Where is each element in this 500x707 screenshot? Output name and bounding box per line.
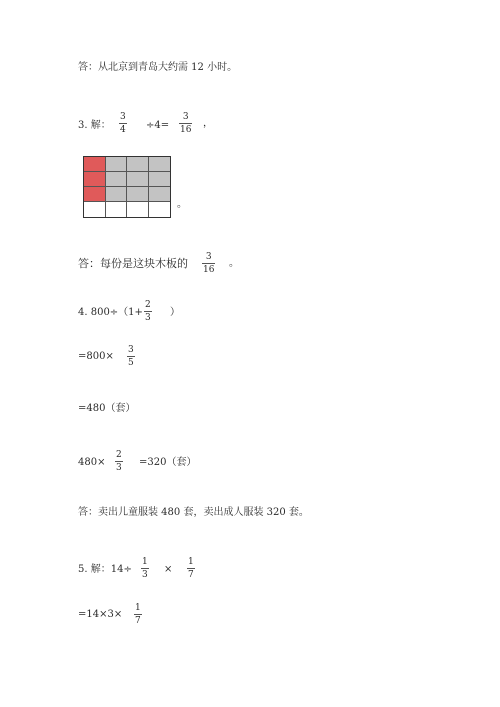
q3-fraction-2-numerator: 3 — [182, 112, 189, 122]
answer-line-1: 答：从北京到青岛大约需 12 小时。 — [78, 62, 238, 73]
q4-line-1-fraction — [144, 300, 152, 323]
q3-operator: ÷4= — [146, 120, 170, 131]
q4-line-2-fraction-denominator: 5 — [128, 358, 134, 368]
q3-answer-end: 。 — [229, 258, 239, 269]
grid-cell-gray — [106, 157, 128, 172]
q3-answer-fraction — [202, 252, 215, 275]
q5-line-2-fraction-numerator: 1 — [135, 603, 141, 613]
q4-line-4-fraction-numerator: 2 — [116, 450, 122, 460]
q5-line-1-operator: × — [164, 564, 173, 575]
q5-line-1-fraction-2-numerator: 1 — [188, 557, 194, 567]
q4-line-1-fraction-denominator: 3 — [145, 313, 151, 323]
q3-fraction-1-numerator: 3 — [120, 112, 126, 122]
q4-line-2-fraction-numerator: 3 — [128, 345, 134, 355]
grid-cell-white — [106, 202, 128, 217]
q4-line-4-end: =320（套） — [139, 457, 197, 468]
q3-fraction-2-denominator: 16 — [180, 125, 192, 135]
grid-cell-gray — [149, 172, 171, 187]
q5-line-1-text: 5. 解：14÷ — [78, 564, 132, 575]
grid-cell-white — [84, 202, 106, 217]
q3-fraction-1-denominator: 4 — [120, 125, 126, 135]
q5-line-1-fraction-1 — [141, 557, 149, 580]
grid-cell-gray — [127, 187, 149, 202]
q4-line-4-fraction — [115, 450, 123, 473]
q3-answer-text: 答：每份是这块木板的 — [78, 257, 188, 270]
q4-line-4-fraction-denominator: 3 — [116, 463, 122, 473]
grid-cell-gray — [127, 157, 149, 172]
q4-line-2-fraction — [127, 345, 135, 368]
q5-line-1-fraction-2-denominator: 7 — [188, 570, 194, 580]
grid-cell-red — [84, 172, 106, 187]
q4-answer: 答：卖出儿童服装 480 套，卖出成人服装 320 套。 — [78, 507, 309, 518]
q3-grid-period: 。 — [177, 199, 187, 210]
grid-cell-gray — [149, 187, 171, 202]
q3-comma: ， — [203, 118, 213, 129]
grid-cell-red — [84, 187, 106, 202]
grid-cell-gray — [106, 172, 128, 187]
q5-line-2-text: =14×3× — [78, 609, 123, 620]
q5-line-1-fraction-1-denominator: 3 — [142, 570, 148, 580]
q4-line-4-text: 480× — [78, 457, 106, 468]
q5-line-1-fraction-2 — [187, 557, 195, 580]
grid-cell-white — [127, 202, 149, 217]
q3-fraction-1 — [119, 112, 127, 135]
grid-cell-white — [149, 202, 171, 217]
q3-answer-fraction-denominator: 16 — [203, 265, 215, 275]
q5-line-1-fraction-1-numerator: 1 — [142, 557, 148, 567]
q3-label: 3. 解： — [78, 120, 111, 131]
q4-line-2-text: =800× — [78, 351, 114, 362]
board-grid-figure — [83, 156, 171, 218]
grid-cell-gray — [106, 187, 128, 202]
grid-cell-red — [84, 157, 106, 172]
q5-line-2-fraction — [134, 603, 142, 626]
q5-line-2-fraction-denominator: 7 — [135, 616, 141, 626]
grid-cell-gray — [149, 157, 171, 172]
q3-fraction-2 — [179, 112, 192, 135]
q4-line-1-end: ） — [170, 307, 180, 318]
grid-cell-gray — [127, 172, 149, 187]
q3-answer-fraction-numerator: 3 — [205, 252, 212, 262]
q4-line-1-fraction-numerator: 2 — [145, 300, 151, 310]
q4-line-1-text: 4. 800÷（1+ — [78, 307, 143, 318]
q4-line-3-text: =480（套） — [78, 403, 136, 414]
